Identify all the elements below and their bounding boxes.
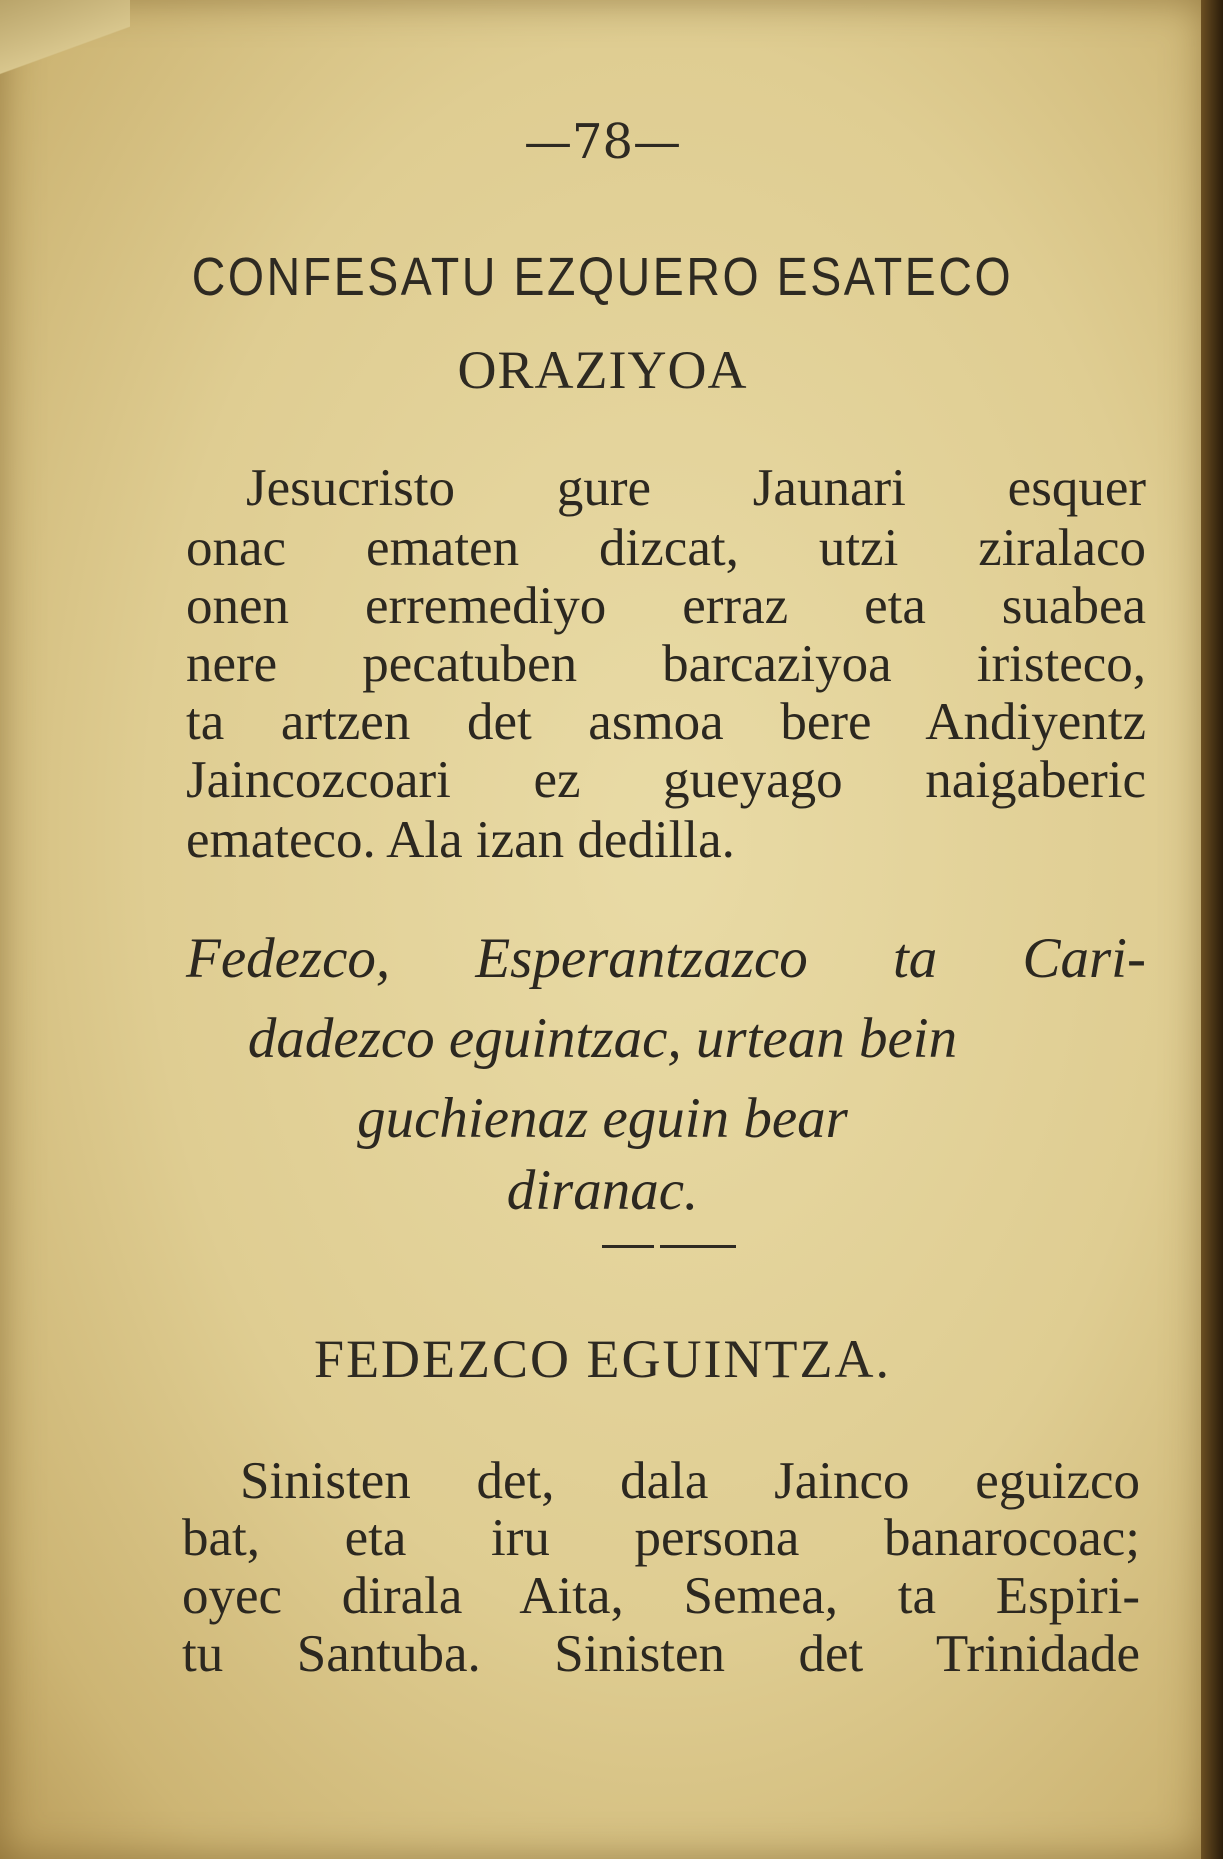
italic-note-line: Fedezco, Esperantzazco ta Cari-: [186, 927, 1146, 990]
paragraph-line: ta artzen det asmoa bere Andiyentz: [186, 693, 1146, 751]
divider-rule-left: [602, 1245, 654, 1248]
section-title-line-2: ORAZIYOA: [457, 340, 748, 400]
paragraph-line: oyec dirala Aita, Semea, ta Espiri-: [182, 1567, 1140, 1625]
section-title-line-1: CONFESATU EZQUERO ESATECO: [191, 247, 1014, 307]
paragraph-line: onac ematen dizcat, utzi ziralaco: [186, 519, 1146, 577]
italic-note-line: guchienaz eguin bear: [357, 1087, 848, 1150]
italic-note-line: diranac.: [506, 1159, 699, 1222]
divider-rule-right: [660, 1245, 736, 1248]
book-spine-edge: [1201, 0, 1223, 1859]
paragraph-line: nere pecatuben barcaziyoa iristeco,: [186, 635, 1146, 693]
paragraph-line: tu Santuba. Sinisten det Trinidade: [182, 1625, 1140, 1683]
paragraph-line: emateco. Ala izan dedilla.: [186, 811, 735, 869]
paragraph-line: Jaincozcoari ez gueyago naigaberic: [186, 751, 1146, 809]
italic-note-line: dadezco eguintzac, urtean bein: [247, 1007, 958, 1070]
paragraph-line: Jesucristo gure Jaunari esquer: [246, 459, 1146, 517]
page-number: —78—: [523, 114, 682, 170]
folded-corner: [0, 0, 130, 75]
section-title: FEDEZCO EGUINTZA.: [314, 1329, 891, 1389]
paragraph-line: Sinisten det, dala Jainco eguizco: [240, 1452, 1140, 1510]
paragraph-line: bat, eta iru persona banarocoac;: [182, 1509, 1140, 1567]
paragraph-line: onen erremediyo erraz eta suabea: [186, 577, 1146, 635]
